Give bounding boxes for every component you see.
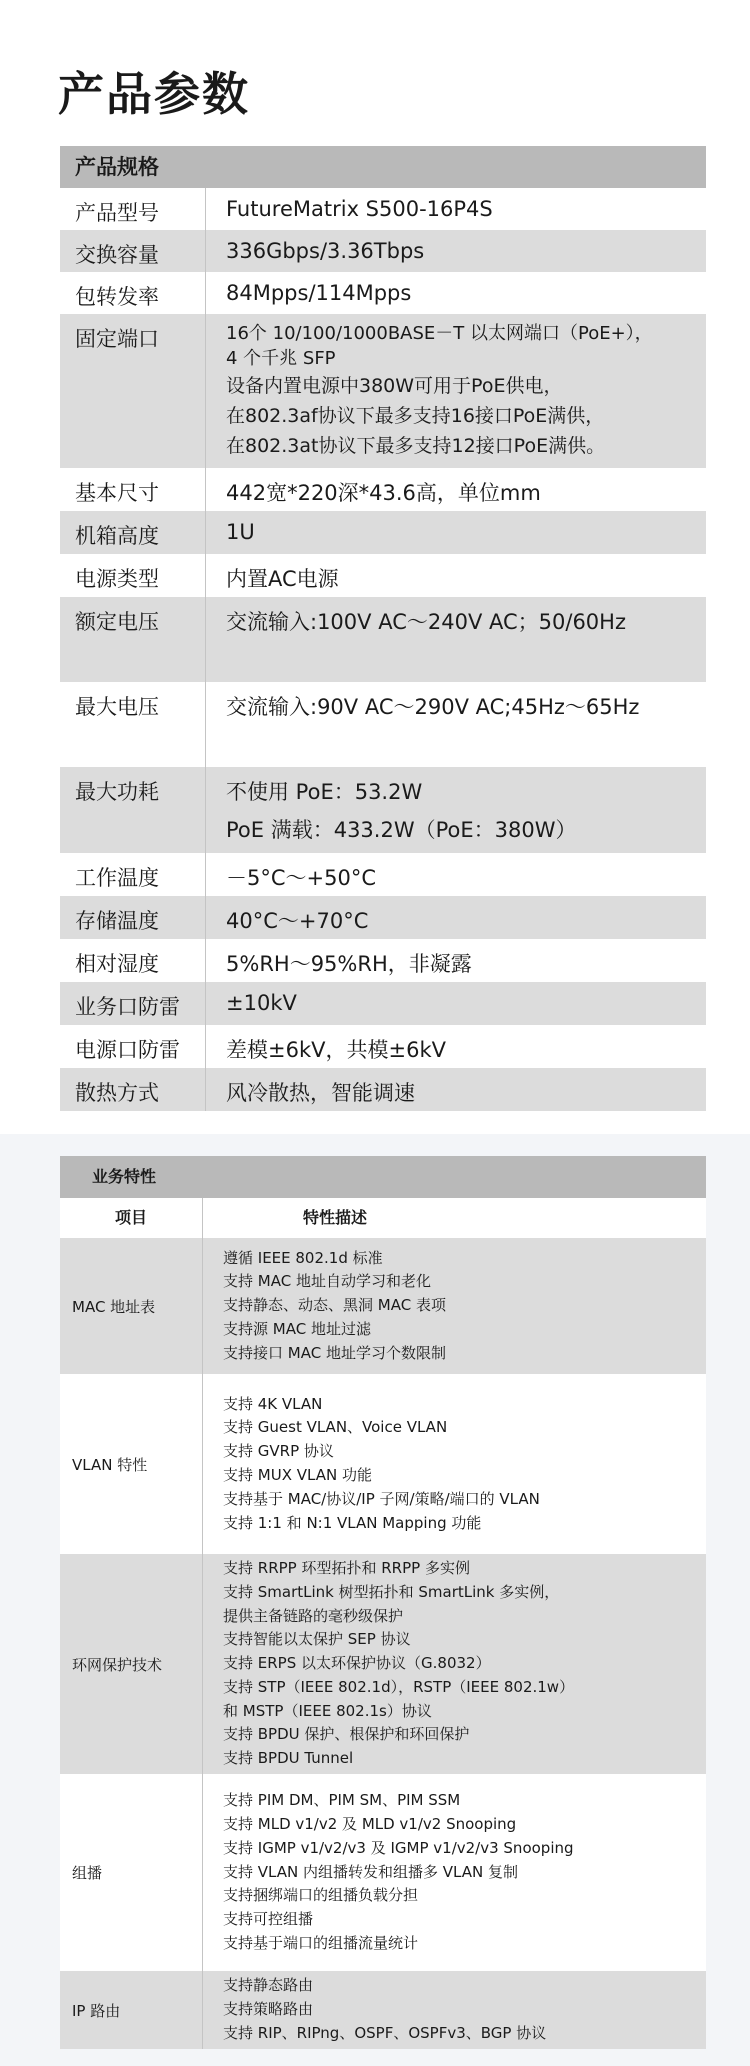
feature-line: 支持 RIP、RIPng、OSPF、OSPFv3、BGP 协议 xyxy=(223,2023,547,2042)
feature-line: 支持 IGMP v1/v2/v3 及 IGMP v1/v2/v3 Snooping xyxy=(223,1838,574,1857)
feature-line: 支持 GVRP 协议 xyxy=(223,1442,334,1461)
feature-line: 和 MSTP（IEEE 802.1s）协议 xyxy=(223,1701,432,1720)
spec-value: 336Gbps/3.36Tbps xyxy=(226,239,425,263)
feature-line: 支持基于端口的组播流量统计 xyxy=(223,1933,419,1952)
feature-line: 支持 STP（IEEE 802.1d），RSTP（IEEE 802.1w） xyxy=(223,1677,575,1696)
feature-label: 组播 xyxy=(60,1774,203,1971)
spec-label: 额定电压 xyxy=(60,597,206,682)
spec-label: 电源类型 xyxy=(60,554,206,597)
spec-row-power-surge xyxy=(60,1025,706,1068)
feature-line: 支持 SmartLink 树型拓扑和 SmartLink 多实例， xyxy=(223,1582,560,1601)
spec-value-line: 在802.3af协议下最多支持16接口PoE满供， xyxy=(226,405,605,427)
feature-line: 支持源 MAC 地址过滤 xyxy=(223,1319,371,1338)
feature-line: 支持策略路由 xyxy=(223,2000,314,2019)
spec-label: 最大功耗 xyxy=(60,767,206,853)
spec-label: 工作温度 xyxy=(60,853,206,896)
spec-value: 差模±6kV，共模±6kV xyxy=(226,1038,446,1062)
spec-label: 相对湿度 xyxy=(60,939,206,982)
spec-row-capacity xyxy=(60,230,706,272)
spec-value-line: PoE 满载：433.2W（PoE：380W） xyxy=(226,818,577,842)
spec-row-cooling xyxy=(60,1068,706,1111)
feature-line: 支持 1:1 和 N:1 VLAN Mapping 功能 xyxy=(223,1513,482,1532)
spec-label: 包转发率 xyxy=(60,272,206,314)
feature-line: 支持 ERPS 以太环保护协议（G.8032） xyxy=(223,1654,491,1673)
feature-row-multicast xyxy=(60,1774,706,1971)
feature-row-ring-protection xyxy=(60,1554,706,1774)
feature-line: 支持捆绑端口的组播负载分担 xyxy=(223,1886,419,1905)
spec-label: 交换容量 xyxy=(60,230,206,272)
spec-value: ±10kV xyxy=(226,991,297,1015)
spec-row-storage-temp xyxy=(60,896,706,939)
spec-value-line: 在802.3at协议下最多支持12接口PoE满供。 xyxy=(226,435,606,457)
feature-label: IP 路由 xyxy=(60,1971,203,2049)
feature-line: 支持静态路由 xyxy=(223,1976,314,1995)
spec-value: 内置AC电源 xyxy=(226,567,339,591)
features-table-header: 业务特性 xyxy=(60,1156,706,1198)
feature-description xyxy=(203,1374,706,1554)
feature-line: 支持 MUX VLAN 功能 xyxy=(223,1466,372,1484)
spec-row-max-voltage xyxy=(60,682,706,767)
spec-row-humidity xyxy=(60,939,706,982)
spec-row-dimensions xyxy=(60,468,706,511)
feature-line: 支持智能以太保护 SEP 协议 xyxy=(223,1630,411,1649)
spec-label: 基本尺寸 xyxy=(60,468,206,511)
spec-value: －5°C～+50°C xyxy=(226,866,377,890)
spec-row-max-power xyxy=(60,767,706,853)
spec-value: 84Mpps/114Mpps xyxy=(226,281,412,305)
column-header-item: 项目 xyxy=(60,1198,203,1238)
feature-label: MAC 地址表 xyxy=(60,1238,203,1374)
spec-label: 散热方式 xyxy=(60,1068,206,1111)
feature-line: 支持 PIM DM、PIM SM、PIM SSM xyxy=(223,1791,461,1810)
spec-row-port-surge xyxy=(60,982,706,1025)
spec-value-line: 16个 10/100/1000BASE－T 以太网端口（PoE+）， xyxy=(226,323,653,344)
features-table xyxy=(60,1156,706,2049)
spec-value: 40°C～+70°C xyxy=(226,909,369,933)
feature-row-ip-routing xyxy=(60,1971,706,2049)
spec-value: 交流输入:100V AC～240V AC；50/60Hz xyxy=(226,610,626,634)
spec-row-power-type xyxy=(60,554,706,597)
spec-value xyxy=(206,314,706,468)
spec-value: 442宽*220深*43.6高，单位mm xyxy=(226,481,541,505)
specs-table xyxy=(60,146,706,1111)
spec-label: 电源口防雷 xyxy=(60,1025,206,1068)
spec-value: 交流输入:90V AC～290V AC;45Hz～65Hz xyxy=(226,695,640,719)
feature-line: 提供主备链路的毫秒级保护 xyxy=(223,1606,404,1625)
spec-label: 产品型号 xyxy=(60,188,206,230)
spec-row-chassis-height xyxy=(60,511,706,554)
feature-label: VLAN 特性 xyxy=(60,1374,203,1554)
feature-line: 支持 Guest VLAN、Voice VLAN xyxy=(223,1418,448,1437)
feature-line: 支持 MAC 地址自动学习和老化 xyxy=(223,1272,431,1291)
spec-label: 固定端口 xyxy=(60,314,206,468)
feature-line: 支持 4K VLAN xyxy=(223,1394,323,1413)
feature-line: 支持 MLD v1/v2 及 MLD v1/v2 Snooping xyxy=(223,1815,517,1833)
spec-label: 存储温度 xyxy=(60,896,206,939)
specs-table-header: 产品规格 xyxy=(60,146,706,188)
spec-value xyxy=(206,767,706,853)
spec-value: FutureMatrix S500-16P4S xyxy=(226,197,493,221)
feature-line: 支持 VLAN 内组播转发和组播多 VLAN 复制 xyxy=(223,1862,518,1881)
feature-description xyxy=(203,1238,706,1374)
feature-line: 支持静态、动态、黑洞 MAC 表项 xyxy=(223,1296,446,1315)
spec-value: 1U xyxy=(226,520,255,544)
spec-value: 5%RH～95%RH，非凝露 xyxy=(226,952,472,976)
feature-description xyxy=(203,1971,706,2049)
spec-value-line: 不使用 PoE：53.2W xyxy=(226,780,423,804)
feature-line: 支持接口 MAC 地址学习个数限制 xyxy=(223,1343,446,1362)
spec-label: 业务口防雷 xyxy=(60,982,206,1025)
spec-value-line: 设备内置电源中380W可用于PoE供电， xyxy=(226,375,563,397)
features-column-headers xyxy=(60,1198,706,1238)
feature-description xyxy=(203,1554,706,1774)
spec-value-line: 4 个千兆 SFP xyxy=(226,348,336,369)
feature-row-mac xyxy=(60,1238,706,1374)
feature-line: 支持基于 MAC/协议/IP 子网/策略/端口的 VLAN xyxy=(223,1489,540,1508)
spec-row-operating-temp xyxy=(60,853,706,896)
feature-line: 支持 RRPP 环型拓扑和 RRPP 多实例 xyxy=(223,1558,470,1577)
feature-line: 支持可控组播 xyxy=(223,1910,314,1929)
spec-row-forwarding xyxy=(60,272,706,314)
column-header-description: 特性描述 xyxy=(303,1208,368,1227)
spec-label: 机箱高度 xyxy=(60,511,206,554)
feature-line: 支持 BPDU Tunnel xyxy=(223,1749,354,1768)
spec-row-model xyxy=(60,188,706,230)
spec-row-ports xyxy=(60,314,706,468)
spec-value: 风冷散热，智能调速 xyxy=(226,1081,415,1105)
feature-row-vlan xyxy=(60,1374,706,1554)
spec-label: 最大电压 xyxy=(60,682,206,767)
feature-label: 环网保护技术 xyxy=(60,1554,203,1774)
page-title: 产品参数 xyxy=(58,67,250,121)
feature-line: 遵循 IEEE 802.1d 标准 xyxy=(223,1248,383,1267)
spec-row-rated-voltage xyxy=(60,597,706,682)
feature-description xyxy=(203,1774,706,1971)
feature-line: 支持 BPDU 保护、根保护和环回保护 xyxy=(223,1725,470,1744)
